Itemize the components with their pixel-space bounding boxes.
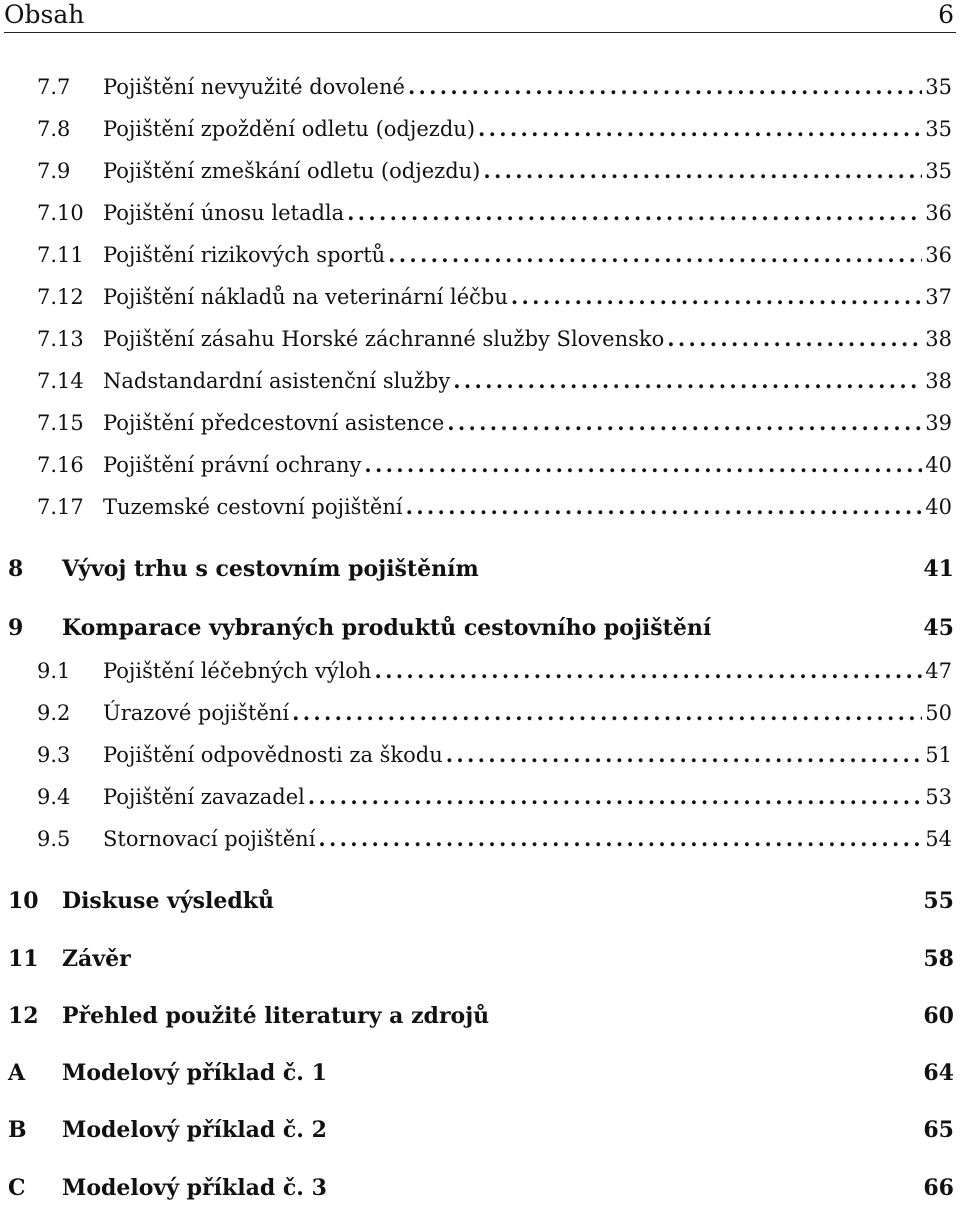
toc-entry-number: 7.12 (37, 285, 84, 309)
toc-entry[interactable] (0, 1000, 960, 1034)
toc-entry[interactable] (0, 697, 960, 731)
toc-dot-leader (364, 451, 922, 479)
toc-dot-leader (374, 657, 922, 685)
toc-dot-leader (478, 115, 922, 143)
toc-entry-title: Pojištění zásahu Horské záchranné služby Slovensko (103, 327, 665, 351)
toc-entry[interactable] (0, 71, 960, 105)
toc-chapter-page: 64 (923, 1060, 954, 1086)
toc-entry-line (103, 741, 952, 769)
toc-entry-page: 36 (925, 243, 952, 267)
toc-chapter-page: 66 (923, 1175, 954, 1201)
toc-entry-line (103, 657, 952, 685)
toc-dot-leader (483, 157, 922, 185)
toc-entry-title: Pojištění léčebných výloh (103, 659, 372, 683)
toc-entry[interactable] (0, 1172, 960, 1206)
toc-entry-line (103, 115, 952, 143)
toc-entry-page: 51 (925, 743, 952, 767)
toc-entry[interactable] (0, 113, 960, 147)
toc-chapter-title: Komparace vybraných produktů cestovního pojištění (62, 615, 712, 641)
toc-entry-title: Pojištění zmeškání odletu (odjezdu) (103, 159, 481, 183)
toc-dot-leader (446, 741, 923, 769)
toc-entry-line (103, 699, 952, 727)
toc-entry[interactable] (0, 1114, 960, 1148)
toc-entry[interactable] (0, 365, 960, 399)
toc-entry[interactable] (0, 155, 960, 189)
toc-entry-number: 9.1 (37, 659, 71, 683)
toc-entry-number: 7.17 (37, 495, 84, 519)
toc-entry-number: C (8, 1175, 26, 1201)
toc-entry-number: 9.4 (37, 785, 71, 809)
toc-dot-leader (292, 699, 922, 727)
toc-entry-title: Pojištění zavazadel (103, 785, 305, 809)
toc-entry-line (103, 73, 952, 101)
toc-dot-leader (347, 199, 922, 227)
toc-entry-page: 35 (925, 75, 952, 99)
toc-entry[interactable] (0, 323, 960, 357)
toc-entry-number: 7.11 (37, 243, 84, 267)
toc-entry-number: 7.13 (37, 327, 84, 351)
toc-entry-page: 37 (925, 285, 952, 309)
toc-entry-title: Pojištění právní ochrany (103, 453, 362, 477)
toc-entry-number: 12 (8, 1003, 39, 1029)
header-rule (4, 32, 956, 33)
toc-dot-leader (408, 73, 922, 101)
toc-chapter-page: 45 (923, 615, 954, 641)
toc-entry-page: 40 (925, 453, 952, 477)
toc-entry-page: 36 (925, 201, 952, 225)
toc-entry-page: 35 (925, 159, 952, 183)
toc-entry-number: 9.2 (37, 701, 71, 725)
toc-chapter-title: Přehled použité literatury a zdrojů (62, 1003, 490, 1029)
toc-entry-title: Pojištění zpoždění odletu (odjezdu) (103, 117, 476, 141)
toc-entry[interactable] (0, 1057, 960, 1091)
toc-entry-page: 38 (925, 369, 952, 393)
toc-entry-title: Pojištění nákladů na veterinární léčbu (103, 285, 508, 309)
toc-entry-number: 7.9 (37, 159, 71, 183)
toc-entry[interactable] (0, 823, 960, 857)
toc-entry-title: Pojištění nevyužité dovolené (103, 75, 405, 99)
toc-entry-page: 39 (925, 411, 952, 435)
toc-entry-line (103, 783, 952, 811)
toc-entry-number: 10 (8, 888, 39, 914)
toc-entry[interactable] (0, 553, 960, 587)
toc-entry[interactable] (0, 943, 960, 977)
header-page-number: 6 (938, 0, 954, 29)
toc-entry-line (103, 409, 952, 437)
toc-chapter-title: Modelový příklad č. 3 (62, 1175, 327, 1201)
toc-entry-title: Nadstandardní asistenční služby (103, 369, 451, 393)
toc-entry-title: Stornovací pojištění (103, 827, 316, 851)
toc-entry-page: 40 (925, 495, 952, 519)
toc-entry-number: 7.7 (37, 75, 71, 99)
toc-chapter-page: 65 (923, 1117, 954, 1143)
toc-entry-number: B (8, 1117, 27, 1143)
toc-entry-number: A (8, 1060, 26, 1086)
toc-entry[interactable] (0, 612, 960, 646)
toc-entry-page: 53 (925, 785, 952, 809)
toc-entry-line (103, 493, 952, 521)
toc-entry-title: Pojištění únosu letadla (103, 201, 345, 225)
toc-entry-line (103, 241, 952, 269)
toc-entry-number: 7.15 (37, 411, 84, 435)
toc-entry[interactable] (0, 449, 960, 483)
toc-entry[interactable] (0, 739, 960, 773)
toc-entry-title: Pojištění rizikových sportů (103, 243, 386, 267)
toc-chapter-page: 41 (923, 556, 954, 582)
toc-dot-leader (511, 283, 922, 311)
toc-chapter-page: 55 (923, 888, 954, 914)
toc-dot-leader (318, 825, 922, 853)
toc-entry-number: 7.10 (37, 201, 84, 225)
toc-entry[interactable] (0, 281, 960, 315)
toc-entry-line (103, 451, 952, 479)
toc-entry-number: 7.16 (37, 453, 84, 477)
toc-entry[interactable] (0, 885, 960, 919)
toc-entry-line (103, 325, 952, 353)
toc-dot-leader (453, 367, 922, 395)
toc-entry-number: 9.3 (37, 743, 71, 767)
toc-dot-leader (667, 325, 922, 353)
toc-entry[interactable] (0, 407, 960, 441)
toc-chapter-title: Diskuse výsledků (62, 888, 275, 914)
toc-entry-number: 7.8 (37, 117, 71, 141)
toc-entry-number: 7.14 (37, 369, 84, 393)
toc-dot-leader (388, 241, 922, 269)
toc-entry[interactable] (0, 781, 960, 815)
toc-entry-number: 9 (8, 615, 24, 641)
toc-entry-line (103, 157, 952, 185)
toc-chapter-page: 60 (923, 1003, 954, 1029)
toc-entry-number: 11 (8, 946, 39, 972)
toc-entry-page: 50 (925, 701, 952, 725)
toc-entry-line (103, 199, 952, 227)
toc-entry-page: 54 (925, 827, 952, 851)
toc-chapter-page: 58 (923, 946, 954, 972)
toc-entry-title: Pojištění předcestovní asistence (103, 411, 445, 435)
toc-dot-leader (308, 783, 922, 811)
toc-entry-number: 8 (8, 556, 24, 582)
header-title: Obsah (4, 0, 85, 29)
toc-chapter-title: Modelový příklad č. 1 (62, 1060, 327, 1086)
toc-entry-title: Úrazové pojištění (103, 701, 290, 725)
toc-entry-page: 38 (925, 327, 952, 351)
toc-entry[interactable] (0, 239, 960, 273)
toc-entry-title: Pojištění odpovědnosti za škodu (103, 743, 443, 767)
toc-entry-page: 47 (925, 659, 952, 683)
toc-entry[interactable] (0, 655, 960, 689)
toc-entry-line (103, 367, 952, 395)
toc-entry[interactable] (0, 197, 960, 231)
toc-chapter-title: Vývoj trhu s cestovním pojištěním (62, 556, 479, 582)
toc-entry-title: Tuzemské cestovní pojištění (103, 495, 403, 519)
toc-chapter-title: Závěr (62, 946, 131, 972)
toc-entry[interactable] (0, 491, 960, 525)
toc-dot-leader (406, 493, 923, 521)
toc-chapter-title: Modelový příklad č. 2 (62, 1117, 327, 1143)
page-header (0, 0, 960, 32)
toc-entry-line (103, 825, 952, 853)
toc-entry-page: 35 (925, 117, 952, 141)
toc-dot-leader (447, 409, 922, 437)
toc-entry-number: 9.5 (37, 827, 71, 851)
toc-entry-line (103, 283, 952, 311)
